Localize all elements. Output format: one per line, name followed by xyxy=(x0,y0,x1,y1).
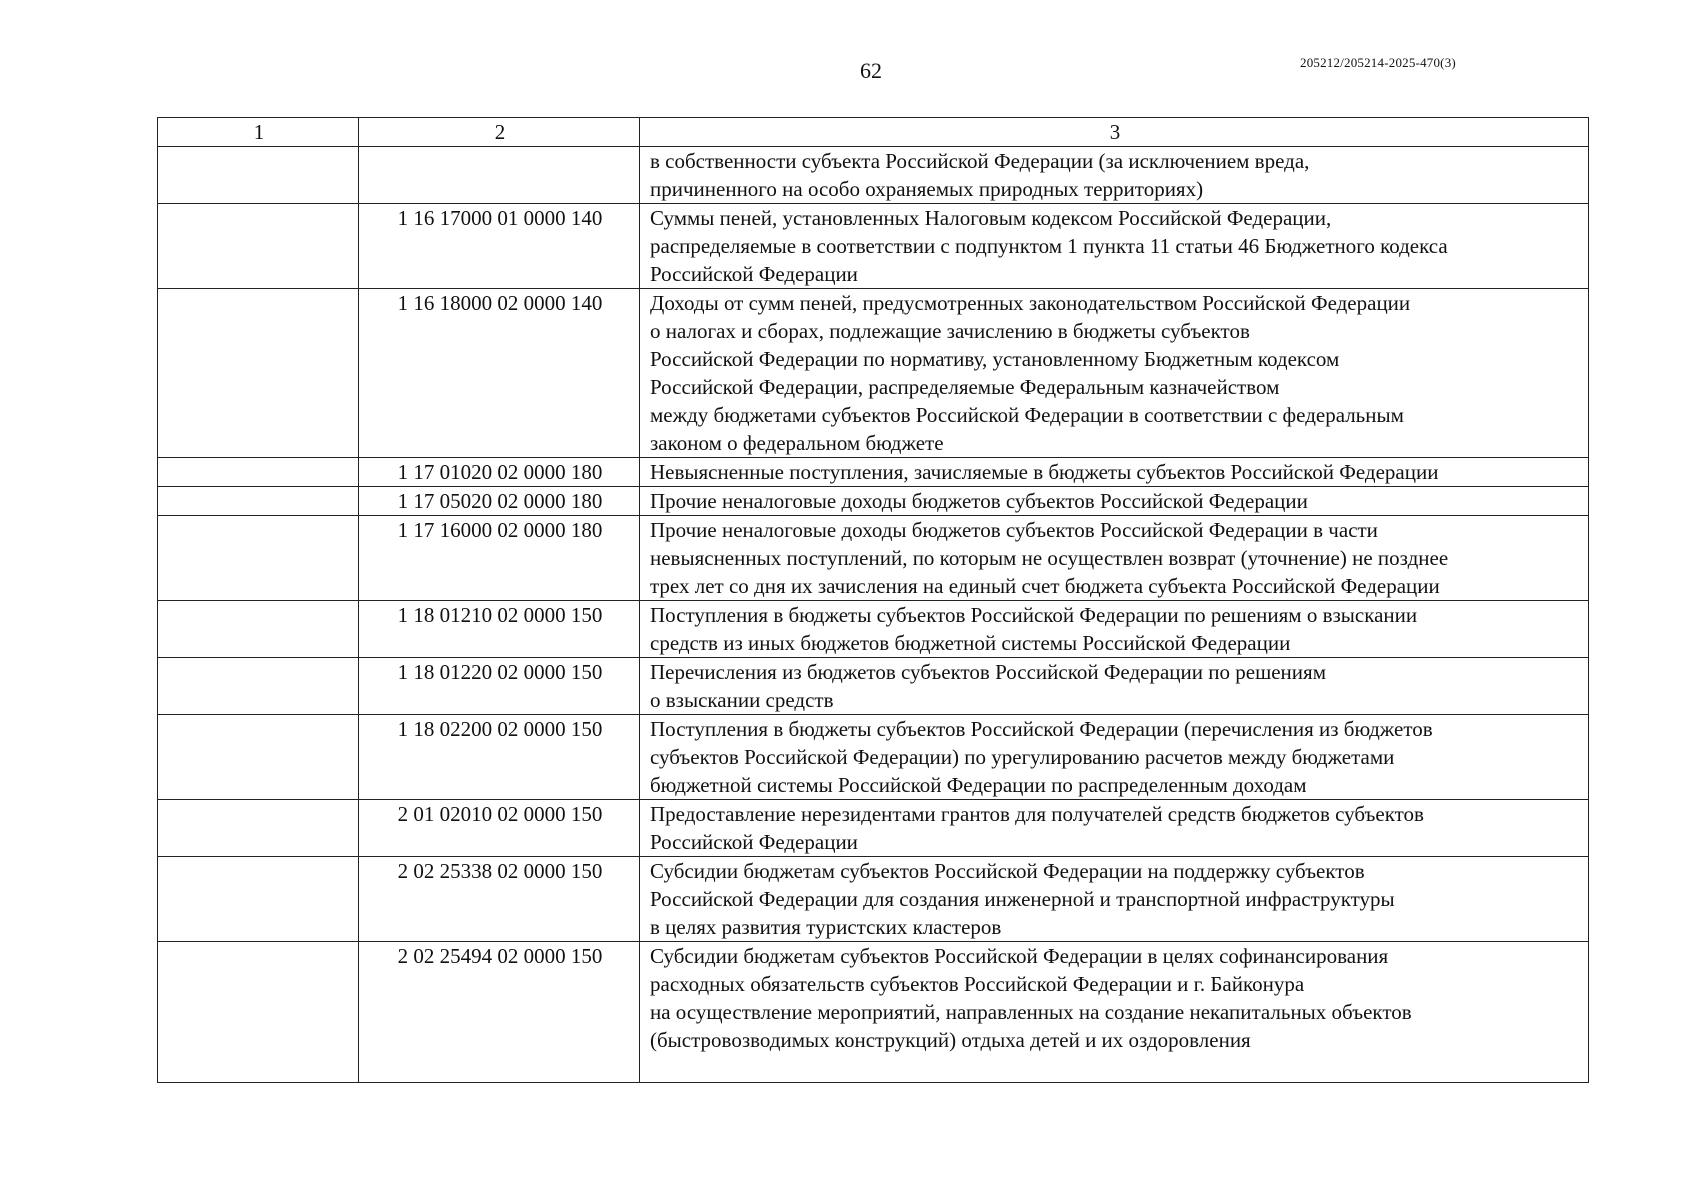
row-number-cell xyxy=(158,800,359,857)
description-cell: Поступления в бюджеты субъектов Российской Федерации по решениям о взыскании средств из иных бюджетов бюджетной системы Российской Федерации xyxy=(640,601,1589,658)
table-row xyxy=(158,601,1589,658)
table-row xyxy=(158,147,1589,204)
table-row xyxy=(158,204,1589,289)
budget-code-cell xyxy=(359,147,640,204)
row-number-cell xyxy=(158,458,359,487)
table-header-row xyxy=(158,118,1589,147)
page-number: 62 xyxy=(860,58,882,83)
table-row xyxy=(158,942,1589,1083)
table-row xyxy=(158,857,1589,942)
row-number-cell xyxy=(158,942,359,1083)
table-row xyxy=(158,800,1589,857)
table-row xyxy=(158,658,1589,715)
row-number-cell xyxy=(158,857,359,942)
budget-code-cell: 1 16 17000 01 0000 140 xyxy=(359,204,640,289)
column-header-2: 2 xyxy=(359,118,640,147)
budget-codes-table xyxy=(157,117,1589,1083)
table-row xyxy=(158,516,1589,601)
description-cell: Субсидии бюджетам субъектов Российской Федерации в целях софинансирования расходных обязательств субъектов Российской Федерации и г. Байконура на осуществление мероприятий, направленных на создание некапитальных объектов (быстровозводимых конструкций) отдыха детей и их оздоровления xyxy=(640,942,1589,1083)
row-number-cell xyxy=(158,289,359,458)
table-row xyxy=(158,458,1589,487)
description-cell: Прочие неналоговые доходы бюджетов субъектов Российской Федерации в части невыясненных поступлений, по которым не осуществлен возврат (уточнение) не позднее трех лет со дня их зачисления на единый счет бюджета субъекта Российской Федерации xyxy=(640,516,1589,601)
budget-code-cell: 1 18 01210 02 0000 150 xyxy=(359,601,640,658)
table-row xyxy=(158,289,1589,458)
budget-code-cell: 1 17 01020 02 0000 180 xyxy=(359,458,640,487)
description-cell: Доходы от сумм пеней, предусмотренных законодательством Российской Федерации о налогах и сборах, подлежащие зачислению в бюджеты субъектов Российской Федерации по нормативу, установленному Бюджетным кодексом Российской Федерации, распределяемые Федеральным казначейством между бюджетами субъектов Российской Федерации в соответствии с федеральным законом о федеральном бюджете xyxy=(640,289,1589,458)
row-number-cell xyxy=(158,601,359,658)
description-cell: Перечисления из бюджетов субъектов Российской Федерации по решениям о взыскании средств xyxy=(640,658,1589,715)
budget-code-cell: 1 16 18000 02 0000 140 xyxy=(359,289,640,458)
budget-code-cell: 1 18 01220 02 0000 150 xyxy=(359,658,640,715)
description-cell: Прочие неналоговые доходы бюджетов субъектов Российской Федерации xyxy=(640,487,1589,516)
description-cell: Суммы пеней, установленных Налоговым кодексом Российской Федерации, распределяемые в соответствии с подпунктом 1 пункта 11 статьи 46 Бюджетного кодекса Российской Федерации xyxy=(640,204,1589,289)
row-number-cell xyxy=(158,658,359,715)
description-cell: в собственности субъекта Российской Федерации (за исключением вреда, причиненного на особо охраняемых природных территориях) xyxy=(640,147,1589,204)
column-header-3: 3 xyxy=(640,118,1589,147)
row-number-cell xyxy=(158,147,359,204)
table-row xyxy=(158,715,1589,800)
description-cell: Предоставление нерезидентами грантов для получателей средств бюджетов субъектов Российской Федерации xyxy=(640,800,1589,857)
description-cell: Субсидии бюджетам субъектов Российской Федерации на поддержку субъектов Российской Федерации для создания инженерной и транспортной инфраструктуры в целях развития туристских кластеров xyxy=(640,857,1589,942)
table-row xyxy=(158,487,1589,516)
description-cell: Поступления в бюджеты субъектов Российской Федерации (перечисления из бюджетов субъектов Российской Федерации) по урегулированию расчетов между бюджетами бюджетной системы Российской Федерации по распределенным доходам xyxy=(640,715,1589,800)
row-number-cell xyxy=(158,516,359,601)
budget-code-cell: 2 02 25338 02 0000 150 xyxy=(359,857,640,942)
description-cell: Невыясненные поступления, зачисляемые в бюджеты субъектов Российской Федерации xyxy=(640,458,1589,487)
budget-code-cell: 2 02 25494 02 0000 150 xyxy=(359,942,640,1083)
budget-code-cell: 1 18 02200 02 0000 150 xyxy=(359,715,640,800)
document-id: 205212/205214-2025-470(3) xyxy=(1300,55,1456,70)
column-header-1: 1 xyxy=(158,118,359,147)
budget-code-cell: 1 17 16000 02 0000 180 xyxy=(359,516,640,601)
row-number-cell xyxy=(158,204,359,289)
budget-code-cell: 1 17 05020 02 0000 180 xyxy=(359,487,640,516)
row-number-cell xyxy=(158,487,359,516)
row-number-cell xyxy=(158,715,359,800)
budget-code-cell: 2 01 02010 02 0000 150 xyxy=(359,800,640,857)
